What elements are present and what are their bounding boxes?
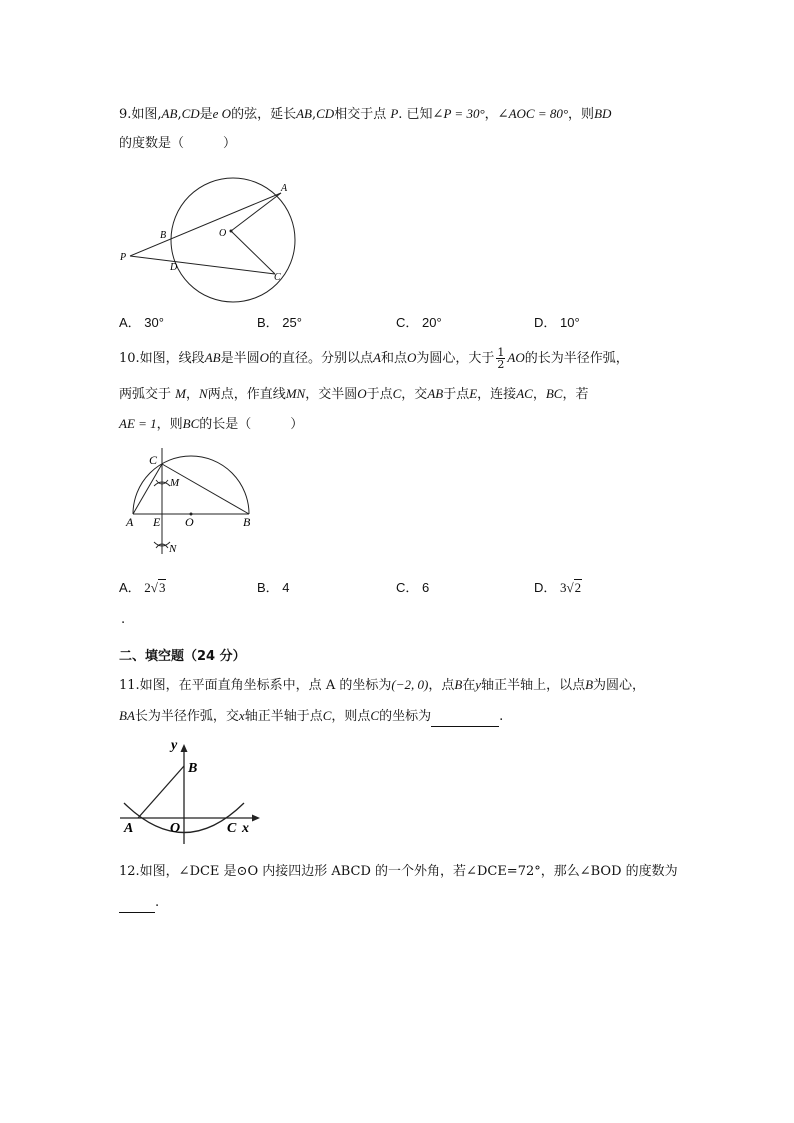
- text-fragment: ，交半圆: [305, 387, 358, 402]
- text-fragment: 2: [144, 580, 151, 595]
- q11-label-C: C: [227, 821, 237, 836]
- text-fragment: AB: [204, 350, 221, 365]
- text-fragment: 两点，作直线: [207, 387, 286, 402]
- q11-label-A: A: [124, 821, 134, 836]
- q10-stem-line2: [119, 384, 588, 405]
- text-fragment: y: [475, 677, 482, 692]
- q9-option-b[interactable]: [257, 312, 302, 331]
- q12-stem-line2: [119, 893, 159, 913]
- text-fragment: AC: [516, 386, 533, 401]
- q10-label-B: B: [243, 515, 251, 529]
- q9-line-oa: [231, 193, 281, 231]
- answer-blank[interactable]: [431, 712, 499, 727]
- q11-label-y: y: [171, 738, 178, 753]
- q11-x-arrow-icon: [252, 815, 260, 822]
- text-fragment: AB: [427, 386, 444, 401]
- text-fragment: 3: [560, 580, 567, 595]
- text-fragment: 相交于点: [334, 107, 387, 122]
- q10-label-N: N: [169, 543, 177, 555]
- text-fragment: O: [357, 386, 367, 401]
- text-fragment: 1: [497, 346, 505, 359]
- sqrt-icon: √: [566, 580, 574, 595]
- text-fragment: B．: [257, 315, 279, 330]
- text-fragment: 的长为半径作弧，: [524, 351, 629, 366]
- text-fragment: 2: [497, 358, 505, 371]
- text-fragment: ,: [177, 107, 182, 122]
- q11-label-x: x: [242, 821, 249, 836]
- q10-label-O: O: [185, 515, 194, 529]
- text-fragment: 3: [158, 580, 166, 595]
- text-fragment: BC: [545, 386, 563, 401]
- text-fragment: .: [499, 709, 504, 724]
- q9-stem-line1: [119, 104, 611, 125]
- text-fragment: M: [175, 386, 186, 401]
- q12-stem-line1: [119, 862, 678, 882]
- text-fragment: e O: [212, 106, 232, 121]
- text-fragment: 于点: [366, 387, 393, 402]
- sqrt-radical: [567, 580, 583, 596]
- text-fragment: 6: [422, 580, 430, 595]
- text-fragment: 的直径。分别以点: [268, 351, 373, 366]
- text-fragment: AB: [296, 106, 312, 121]
- text-fragment: ，交: [401, 387, 428, 402]
- q9-line-pc: [130, 256, 275, 274]
- text-fragment: AO: [507, 350, 525, 365]
- q9-option-d[interactable]: [534, 312, 580, 331]
- text-fragment: A: [373, 350, 381, 365]
- text-fragment: 的度数是（ ）: [119, 136, 237, 151]
- text-fragment: 10°: [560, 315, 580, 330]
- text-fragment: 20°: [422, 315, 442, 330]
- text-fragment: ，若: [562, 387, 589, 402]
- text-fragment: 于点: [443, 387, 470, 402]
- text-fragment: MN: [285, 386, 306, 401]
- text-fragment: C: [392, 386, 402, 401]
- text-fragment: 12.如图，∠DCE 是⊙O 内接四边形 ABCD 的一个外角，若∠DCE=72°，那么∠BOD 的度数为: [119, 864, 678, 879]
- sqrt-icon: √: [150, 580, 158, 595]
- text-fragment: D．: [534, 315, 557, 330]
- q10-stem-line1: [119, 342, 629, 374]
- text-fragment: 是: [199, 107, 213, 122]
- fraction-one-half: [496, 347, 505, 370]
- text-fragment: AE = 1: [119, 416, 157, 431]
- text-fragment: 2: [574, 580, 582, 595]
- text-fragment: 轴正半轴于点: [244, 709, 323, 724]
- q10-stem-line3: [119, 414, 303, 435]
- q10-line-bc: [162, 464, 249, 514]
- q10-option-d[interactable]: [534, 577, 582, 596]
- text-fragment: 的坐标为: [379, 709, 432, 724]
- text-fragment: O: [406, 350, 417, 365]
- section-heading-fill-in: 二、填空题（24 分）: [119, 649, 246, 664]
- text-fragment: 的长是（ ）: [199, 417, 304, 432]
- text-fragment: ，则: [156, 417, 183, 432]
- text-fragment: 两弧交于: [119, 387, 172, 402]
- q10-label-C: C: [149, 453, 158, 467]
- text-fragment: 4: [282, 580, 290, 595]
- text-fragment: CD: [181, 106, 200, 121]
- text-fragment: AB: [161, 106, 178, 121]
- text-fragment: BC: [182, 416, 200, 431]
- text-fragment: P = 30°: [443, 106, 485, 121]
- text-fragment: B: [454, 677, 463, 692]
- text-fragment: C: [370, 708, 380, 723]
- q9-figure: [112, 168, 312, 308]
- text-fragment: 9.如图,: [119, 107, 162, 122]
- q11-y-arrow-icon: [181, 744, 188, 752]
- q9-label-C: C: [274, 272, 281, 283]
- text-fragment: 为圆心，大于: [416, 351, 495, 366]
- text-fragment: ，点: [428, 678, 455, 693]
- text-fragment: C．: [396, 580, 419, 595]
- text-fragment: ，: [532, 387, 546, 402]
- q9-line-oc: [231, 231, 275, 274]
- q10-label-M: M: [170, 477, 180, 489]
- text-fragment: ,: [311, 107, 317, 122]
- text-fragment: B．: [257, 580, 279, 595]
- text-fragment: 25°: [282, 315, 302, 330]
- text-fragment: ，则点: [331, 709, 371, 724]
- q11-label-O: O: [170, 821, 181, 836]
- text-fragment: 的坐标为: [339, 678, 392, 693]
- text-fragment: CD: [316, 106, 335, 121]
- q11-stem-line2: [119, 706, 503, 727]
- q11-segment-ab: [138, 766, 184, 818]
- text-fragment: 11.如图，在平面直角坐标系中，点: [119, 678, 322, 693]
- text-fragment: ，连接: [477, 387, 517, 402]
- q10-option-b[interactable]: [257, 577, 290, 596]
- text-fragment: O: [259, 350, 269, 365]
- text-fragment: 为圆心，: [593, 678, 646, 693]
- answer-blank[interactable]: [119, 898, 155, 913]
- q9-option-c[interactable]: [396, 312, 442, 331]
- q10-label-E: E: [153, 515, 161, 529]
- text-fragment: BA: [119, 708, 135, 723]
- text-fragment: ，则: [568, 107, 595, 122]
- text-fragment: ，∠: [484, 107, 509, 122]
- arc-bd: BD: [594, 106, 612, 121]
- text-fragment: ，: [186, 387, 200, 402]
- text-fragment: 10.如图，线段: [119, 351, 205, 366]
- text-fragment: 长为半径作弧，交: [134, 709, 239, 724]
- q9-label-P: P: [120, 252, 127, 263]
- text-fragment: A: [325, 678, 336, 693]
- text-fragment: AOC = 80°: [508, 106, 569, 121]
- text-fragment: A．: [119, 315, 141, 330]
- text-fragment: E: [469, 386, 478, 401]
- text-fragment: .: [155, 895, 160, 910]
- q9-label-A: A: [281, 183, 288, 194]
- q10-label-A: A: [126, 515, 134, 529]
- text-fragment: 的弦，延长: [231, 107, 297, 122]
- q11-figure: [116, 734, 266, 846]
- text-fragment: N: [199, 386, 208, 401]
- q10-option-c[interactable]: [396, 577, 429, 596]
- text-fragment: B: [585, 677, 594, 692]
- text-fragment: 30°: [144, 315, 164, 330]
- text-fragment: 和点: [380, 351, 407, 366]
- q9-center-dot: [230, 230, 233, 233]
- text-fragment: x: [238, 708, 245, 723]
- sqrt-radical: [151, 580, 167, 596]
- q9-stem-line2: [119, 134, 236, 154]
- text-fragment: (−2, 0): [391, 677, 429, 692]
- q11-label-B: B: [188, 761, 198, 776]
- stray-dot: .: [121, 612, 126, 627]
- text-fragment: D．: [534, 580, 557, 595]
- q9-label-D: D: [170, 262, 178, 273]
- q9-option-a[interactable]: [119, 312, 164, 331]
- q10-figure: [118, 444, 268, 560]
- q9-line-pa: [130, 193, 281, 256]
- text-fragment: C．: [396, 315, 419, 330]
- text-fragment: C: [322, 708, 332, 723]
- text-fragment: A．: [119, 580, 141, 595]
- text-fragment: 是半圆: [220, 351, 260, 366]
- q9-label-B: B: [160, 230, 167, 241]
- text-fragment: . 已知∠: [398, 107, 444, 122]
- q10-option-a[interactable]: [119, 577, 166, 596]
- q10-line-ac: [133, 464, 162, 514]
- q11-stem-line1: [119, 675, 645, 696]
- text-fragment: 在: [462, 678, 476, 693]
- text-fragment: P: [390, 106, 399, 121]
- text-fragment: 轴正半轴上，以点: [481, 678, 586, 693]
- q9-label-O: O: [219, 228, 227, 239]
